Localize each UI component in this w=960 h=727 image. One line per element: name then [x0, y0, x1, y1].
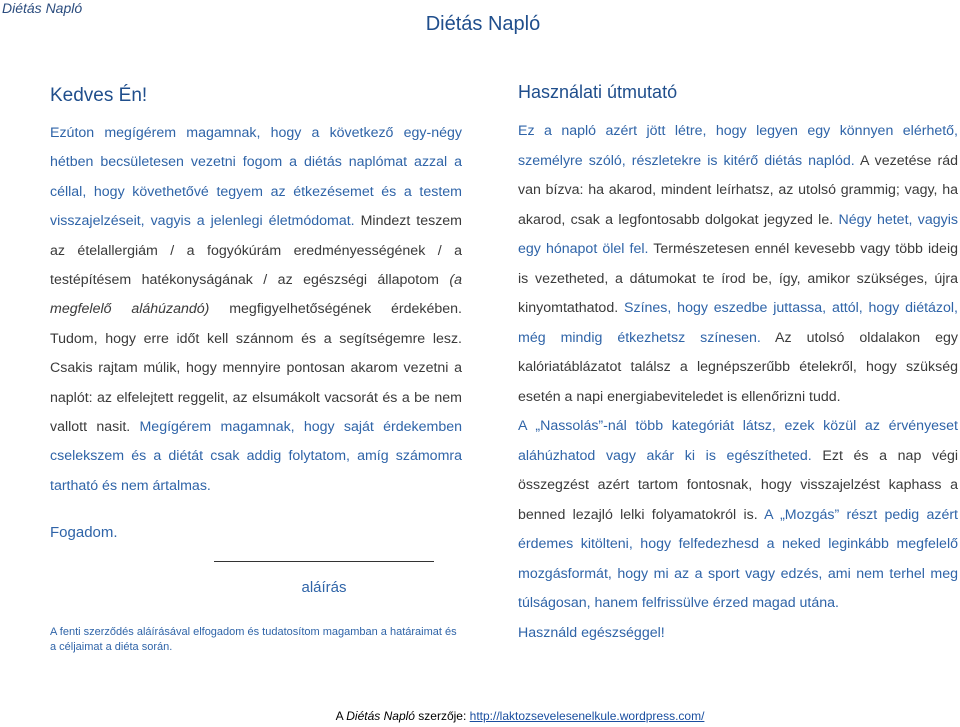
instr-text-6: Az utolsó oldalakon egy kalóriatáblázatot találsz a legnépszerűbb ételekről, hogy szükség esetén a napi energiabeviteledet is ellenőrizni tudd.	[518, 329, 958, 405]
signature-line	[214, 561, 434, 562]
contract-text-4: Megígérem magamnak, hogy saját érdekemben cselekszem és a diétát csak addig folytatom, amíg számomra tartható és nem ártalmas.	[50, 419, 462, 494]
instr-text-1: Ez a napló azért jött létre, hogy legyen egy könnyen elérhető, személyre szóló, részletekre is kitérő diétás naplód.	[518, 123, 958, 169]
instructions-heading: Használati útmutató	[518, 82, 678, 102]
instr-text-8: Ezt és a nap végi összegzést azért tartom fontosnak, hogy visszajelzést kaphass a benned lezajló lelki folyamatokról is.	[518, 447, 958, 523]
instr-text-2: A vezetése rád van bízva: ha akarod, mindent leírhatsz, az utolsó grammig; vagy, ha akarod, csak a legfontosabb dolgokat jegyzed le.	[518, 152, 958, 228]
instr-text-7: A „Nassolás”-nál több kategóriát látsz, ezek közül az érvényeset aláhúzhatod vagy akár ki is egészítheted.	[518, 418, 958, 464]
author-link[interactable]: http://laktozsevelesenelkule.wordpress.com/	[469, 709, 705, 723]
instr-text-4: Természetesen ennél kevesebb vagy több ideig is vezetheted, a dátumokat te írod be, így, amikor szükséges, újra kinyomtathatod.	[518, 241, 958, 316]
header-small-title: Diétás Napló	[2, 0, 83, 16]
signature-label: aláírás	[301, 579, 347, 596]
footer-suffix: szerzője:	[414, 709, 470, 723]
contract-footnote: A fenti szerződés aláírásával elfogadom és tudatosítom magamban a határaimat és a céljaimat a diéta során.	[50, 626, 457, 653]
contract-column	[50, 85, 462, 501]
page-title: Diétás Napló	[425, 13, 541, 35]
contract-text-italic: (a megfelelő aláhúzandó)	[50, 272, 462, 318]
page-footer	[0, 709, 960, 723]
contract-text-3: megfigyelhetőségének érdekében. Tudom, hogy erre időt kell szánnom és a segítségemre lesz. Csakis rajtam múlik, hogy mennyire pontosan akarom vezetni a naplót: az elfelejtett reggelit, az elsumákolt vacsorát és a be nem vallott nasit.	[50, 301, 462, 436]
footer-title: Diétás Napló	[346, 709, 415, 723]
contract-paragraph	[50, 119, 462, 501]
instructions-paragraph-1	[518, 117, 958, 412]
pledge-text: Fogadom.	[50, 524, 118, 541]
footer-prefix: A	[335, 709, 347, 723]
instructions-paragraph-2	[518, 412, 958, 619]
instr-text-9: A „Mozgás” részt pedig azért érdemes kitölteni, hogy felfedezhesd a neked leginkább megfelelő mozgásformát, hogy mi az a sport vagy edzés, ami nem terhel meg túlságosan, hanem felfrissülve érzed magad utána.	[518, 506, 959, 611]
contract-text-2: Mindezt teszem az ételallergiám / a fogyókúrám eredményességének / a testépítésem hatékonyságának / az egészségi állapotom	[50, 213, 462, 289]
instructions-closing: Használd egészséggel!	[518, 624, 665, 641]
contract-heading: Kedves Én!	[50, 85, 148, 106]
instructions-column	[518, 82, 958, 648]
instr-text-3: Négy hetet, vagyis egy hónapot ölel fel.	[518, 211, 959, 257]
instr-text-5: Színes, hogy eszedbe juttassa, attól, hogy diétázol, még mindig étkezhetsz színesen.	[518, 300, 958, 346]
contract-text-1: Ezúton megígérem magamnak, hogy a következő egy-négy hétben becsületesen vezetni fogom a diétás naplómat azzal a céllal, hogy követhetővé tegyem az étkezésemet és a testem visszajelzéseit, vagyis a jelenlegi életmódomat.	[50, 125, 462, 230]
